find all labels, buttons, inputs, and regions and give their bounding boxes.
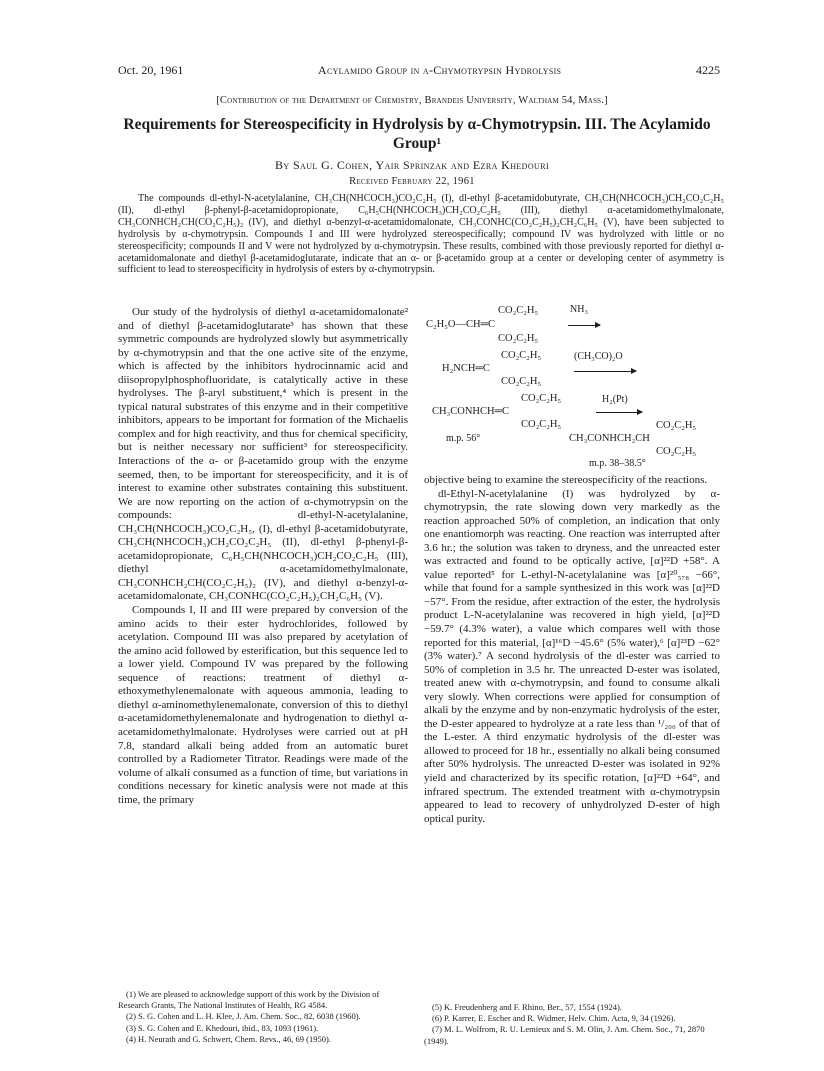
author-line: By Saul G. Cohen, Yair Sprinzak and Ezra Khedouri [274, 158, 550, 172]
paragraph: dl-Ethyl-N-acetylalanine (I) was hydrolyzed by α-chymotrypsin, the rate slowing down very markedly as the reaction approached 50% of completion, an indication that only one enantiomorph was reacting. One reaction was interrupted after 3.6 hr.; the solution was taken to dryness, and the unreacted ester was extracted and found to be optically active, [α]²²D +58°. A value reported⁵ for L-ethyl-N-acetylalanine was [α]²⁰₅₇₈ −66°, while that found for a sample synthesized in this work was [α]²²D −57°. From the residue, after extraction of the ester, the hydrolysis product L-N-acetylalanine was recovered in high yield, [α]²²D −59.7° (4.3% water), a value which compares well with those reported for this material, [α]¹⁶D −45.6° (5% water),⁶ [α]²³D −62° (3% water).⁷ A second hydrolysis of the dl-ester was carried to 50% of completion in 3.5 hr. The unreacted D-ester was isolated, treated anew with α-chymotrypsin, and found to consume alkali very slowly. When corrections were applied for consumption of alkali by the enzyme and by non-enzymatic hydrolysis of the ester, the D-ester appeared to hydrolyze at a rate less than ¹/₂₀₀ of that of the L-ester. A third enzymatic hydrolysis of the dl-ester was allowed to proceed for 18 hr., essentially no alkali being consumed after 50% hydrolysis. The unreacted D-ester was isolated in 92% yield and characterized by its specific rotation, [α]²²D +64°, and infrared spectrum. The extended treatment with α-chymotrypsin appeared to lead to recovery of unhydrolyzed D-ester of high optical purity. [424, 487, 720, 825]
footnote: (7) M. L. Wolfrom, R. U. Lemieux and S. M. Olin, J. Am. Chem. Soc., 71, 2870 (1949). [424, 1024, 705, 1046]
footnote: (2) S. G. Cohen and L. H. Klee, J. Am. Chem. Soc., 82, 6038 (1960). [126, 1011, 361, 1022]
running-title: Acylamido Group in α-Chymotrypsin Hydrolysis [318, 63, 562, 77]
melting-point: m.p. 38–38.5° [589, 458, 646, 469]
product-ester-top: CO₂C₂H₅ [656, 420, 697, 431]
reagent-label: (CH₃CO)₂O [574, 351, 623, 362]
footnote: (4) H. Neurath and G. Schwert, Chem. Revs., 46, 69 (1950). [126, 1033, 331, 1044]
intermediate-1-ester-bottom: CO₂C₂H₅ [501, 376, 542, 387]
product-core: CH₃CONHCH₂CH [569, 433, 650, 444]
footnote: (5) K. Freudenberg and F. Rhino, Ber., 57, 1554 (1924). [432, 1002, 622, 1012]
article-title: Requirements for Stereospecificity in Hydrolysis by α-Chymotrypsin. III. The Acylamido Group¹ [123, 116, 711, 152]
reactant-1-core: C₂H₅O—CH═C [426, 319, 496, 330]
reaction-arrow [574, 371, 636, 372]
paragraph: Compounds I, II and III were prepared by conversion of the amino acids to their ester hydrochlorides, followed by acetylation. Compound III was also prepared by acetylation of the amino acid followed by esterification, but this sequence led to a lower yield. Compound IV was prepared by the following sequence of reactions: treatment of diethyl α-ethoxymethylenemalonate with aqueous ammonia, leading to diethyl α-aminomethylenemalonate, conversion of this to diethyl α-acetamidomethylenemalonate and hydrogenation to diethyl α-acetamidomethylmalonate. Hydrolyses were carried out at pH 7.8, standard alkali being added from an automatic buret controlled by a Radiometer Titrator. Readings were made of the volume of alkali consumed as a function of time, but variations in conditions necessary for kinetic analysis were not made at this time, the primary [118, 604, 408, 806]
reaction-arrow [596, 412, 642, 413]
melting-point: m.p. 56° [446, 433, 481, 444]
footnote: (6) P. Karrer, E. Escher and R. Widmer, Helv. Chim. Acta, 9, 34 (1926). [432, 1013, 676, 1024]
footnotes-left [118, 989, 408, 1045]
reaction-scheme [424, 300, 720, 470]
running-header [118, 63, 720, 78]
intermediate-1-core: H₂NCH═C [442, 363, 490, 374]
right-column [424, 474, 720, 826]
paragraph: Our study of the hydrolysis of diethyl α-acetamidomalonate² and of diethyl β-acetamidoglutarate³ has shown that these symmetric compounds are hydrolyzed slowly but asymmetrically by α-chymotrypsin and that the one active site of the enzyme, which is affected by the inhibitors hydrocinnamic acid and diisopropylphosphofluoridate, is catalytically active in these hydrolyses. The β-aryl substituent,⁴ which is present in the typical natural substrates of this enzyme and in their competitive inhibitors, appears to be important for formation of the Michaelis complex and for high reactivity, and thus for chemical specificity, but is neither necessary nor sufficient³ for stereospecificity. Interactions of the α- or β-acetamido group with the enzyme seemed, then, to be important for stereospecificity, and it is of interest to examine other substrates containing this substituent. We are now reporting on the action of α-chymotrypsin on the compounds: dl-ethyl-N-acetylalanine, CH₃CH(NHCOCH₃)CO₂C₂H₅, (I), dl-ethyl β-acetamidobutyrate, CH₃CH(NHCOCH₃)CH₂CO₂C₂H₅ (II), dl-ethyl β-phenyl-β-acetamidopropionate, C₆H₅CH(NHCOCH₃)CH₂CO₂C₂H₅ (III), diethyl α-acetamidomethylmalonate, CH₃CONHCH₂CH(CO₂C₂H₅)₂ (IV), and diethyl α-benzyl-α-acetamidomalonate, CH₃CONHC(CO₂C₂H₅)₂CH₂C₆H₅ (V). [118, 306, 408, 603]
received-date: Received February 22, 1961 [349, 176, 475, 187]
intermediate-2-ester-top: CO₂C₂H₅ [521, 393, 562, 404]
intermediate-1-ester-top: CO₂C₂H₅ [501, 350, 542, 361]
footnotes-right [424, 1002, 720, 1047]
reactant-1-ester-bottom: CO₂C₂H₅ [498, 333, 539, 344]
reagent-label: NH₃ [570, 304, 588, 315]
reaction-arrow [568, 325, 600, 326]
intermediate-2-core: CH₃CONHCH═C [432, 406, 510, 417]
abstract: The compounds dl-ethyl-N-acetylalanine, CH₃CH(NHCOCH₃)CO₂C₂H₅ (I), dl-ethyl β-acetamidobutyrate, CH₃CH(NHCOCH₃)CH₂CO₂C₂H₅ (II), dl-ethyl β-phenyl-β-acetamidopropionate, C₆H₅CH(NHCOCH₃)CH₂CO₂C₂H₅ (III), diethyl α-acetamidomethylmalonate, CH₃CONHCH₂CH(CO₂C₂H₅)₂ (IV), and diethyl α-benzyl-α-acetamidomalonate, CH₃CONHC(CO₂C₂H₅)₂CH₂C₆H₅ (V), have been subjected to hydrolysis by α-chymotrypsin. Compounds I and III were hydrolyzed stereospecifically; compound IV was hydrolyzed with little or no stereospecificity; compounds II and V were not hydrolyzed by α-chymotrypsin. These results, combined with those previously reported for diethyl α-acetamidomalonate and diethyl β-acetamidoglutarate, indicate that an α- or β-acetamido group at a center or developing center of asymmetry is sufficient to lead to stereospecificity in hydrolysis of esters by α-chymotrypsin. [118, 193, 724, 276]
reagent-label: H₂(Pt) [602, 394, 628, 405]
footnote: (3) S. G. Cohen and E. Khedouri, ibid., 83, 1093 (1961). [126, 1022, 319, 1033]
contribution-line: [Contribution of the Department of Chemistry, Brandeis University, Waltham 54, Mass.] [216, 95, 608, 106]
product-ester-bottom: CO₂C₂H₅ [656, 446, 697, 457]
issue-date: Oct. 20, 1961 [118, 63, 184, 77]
intermediate-2-ester-bottom: CO₂C₂H₅ [521, 419, 562, 430]
footnote: (1) We are pleased to acknowledge support of this work by the Division of Research Grants, The National Institutes of Health, RG 4584. [118, 989, 380, 1011]
paragraph: objective being to examine the stereospecificity of the reactions. [424, 474, 708, 486]
reactant-1-ester-top: CO₂C₂H₅ [498, 305, 539, 316]
left-column [118, 306, 408, 807]
page-number: 4225 [695, 63, 720, 77]
